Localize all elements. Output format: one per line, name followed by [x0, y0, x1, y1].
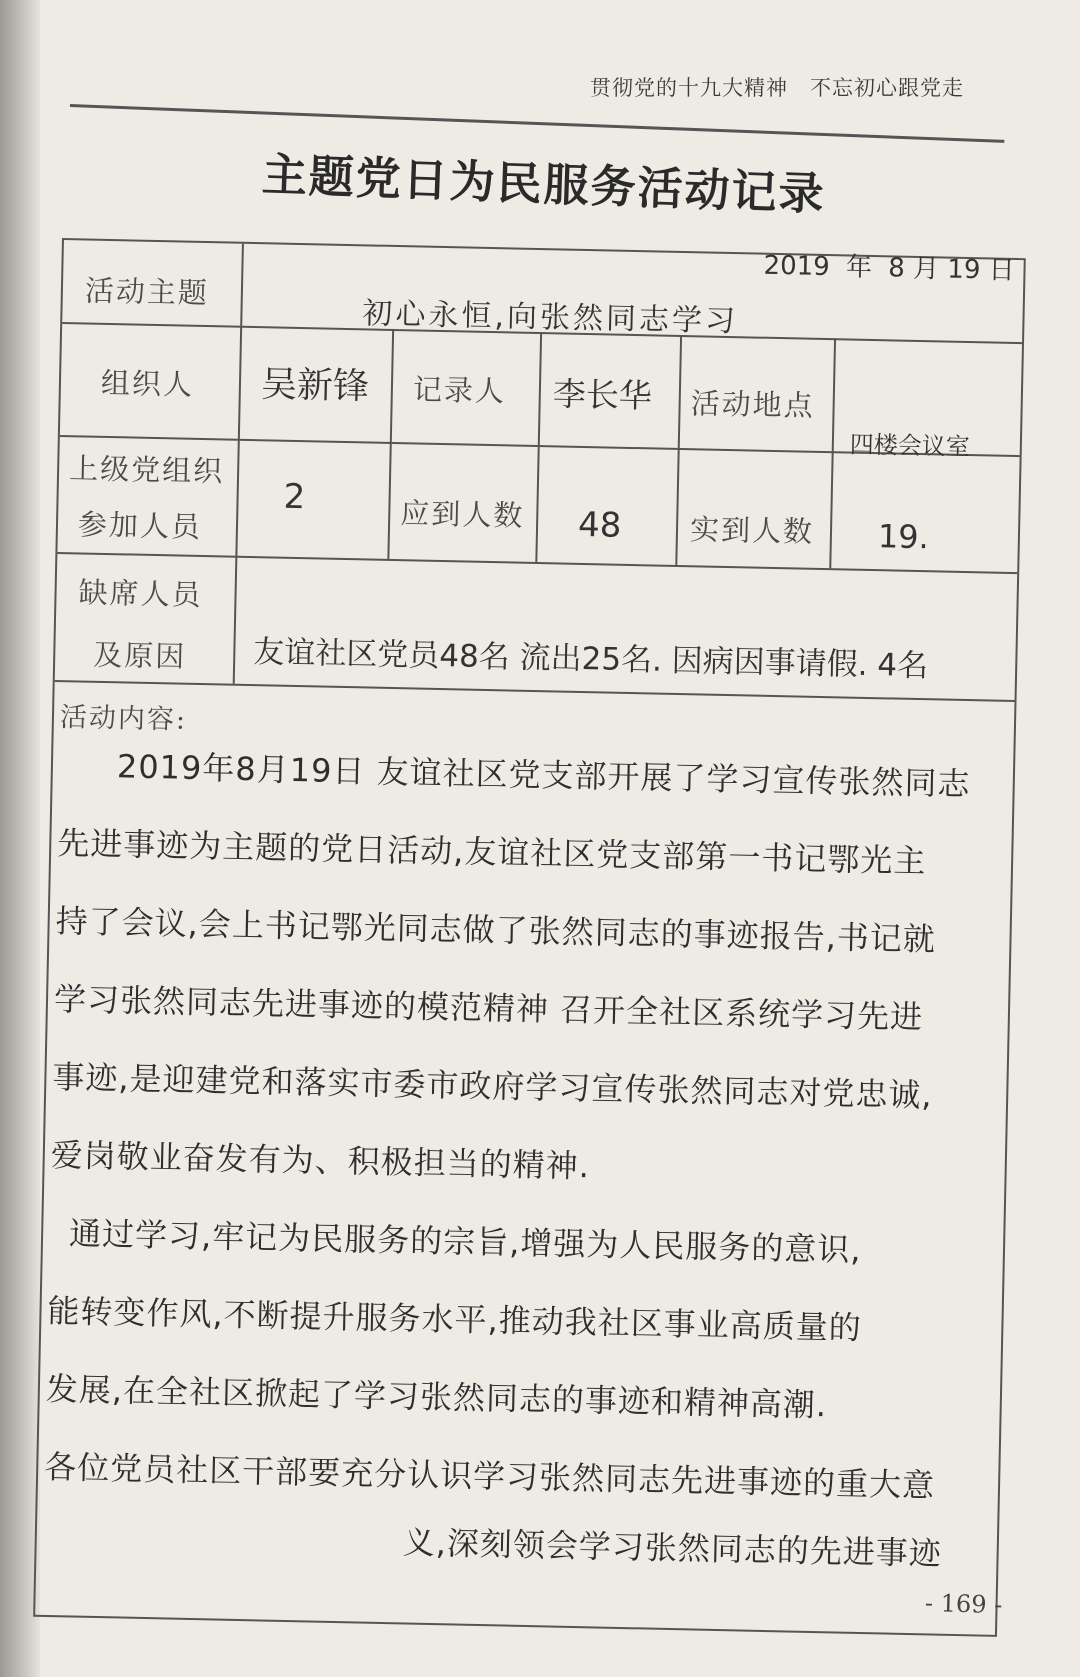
label-absent-line2: 及原因	[92, 637, 187, 674]
label-actual: 实到人数	[689, 512, 815, 549]
form-title: 主题党日为民服务活动记录	[260, 148, 827, 221]
label-location: 活动地点	[690, 386, 816, 423]
content-line: 事迹,是迎建党和落实市委市政府学习宣传张然同志对党忠诚,	[52, 1057, 933, 1115]
page-number: - 169 -	[924, 1588, 1003, 1620]
value-organizer: 吴新锋	[260, 364, 370, 408]
date-field	[763, 245, 1015, 287]
content-line: 爱岗敬业奋发有为、积极担当的精神.	[50, 1135, 591, 1186]
value-theme: 初心永恒,向张然同志学习	[362, 296, 739, 340]
content-line: 持了会议,会上书记鄂光同志做了张然同志的事迹报告,书记就	[55, 902, 937, 959]
date-day: 19	[947, 254, 981, 286]
content-line: 能转变作风,不断提升服务水平,推动我社区事业高质量的	[47, 1291, 863, 1347]
date-month: 8	[887, 253, 906, 284]
content-line: 通过学习,牢记为民服务的宗旨,增强为人民服务的意识,	[68, 1214, 862, 1269]
content-line: 义,深刻领会学习张然同志的先进事迹	[402, 1523, 943, 1573]
date-year-unit: 年	[845, 252, 873, 283]
label-superior-line1: 上级党组织	[68, 451, 225, 489]
value-location: 四楼会议室	[849, 430, 971, 462]
content-line: 学习张然同志先进事迹的模范精神 召开全社区系统学习先进	[53, 980, 924, 1037]
date-month-unit: 月	[912, 253, 940, 285]
label-column-divider	[233, 244, 244, 684]
content-line: 发展,在全社区掀起了学习张然同志的事迹和精神高潮.	[45, 1369, 828, 1425]
activity-record-form	[33, 238, 1026, 1637]
label-absent-line1: 缺席人员	[78, 575, 203, 613]
label-superior-line2: 参加人员	[77, 507, 203, 544]
label-organizer: 组织人	[100, 365, 195, 402]
date-day-unit: 日	[988, 255, 1016, 286]
label-expected: 应到人数	[399, 496, 525, 533]
value-superior: 2	[283, 476, 306, 518]
value-expected: 48	[577, 504, 622, 546]
label-content: 活动内容:	[59, 702, 188, 736]
running-header: 贯彻党的十九大精神 不忘初心跟党走	[590, 76, 964, 100]
content-line: 先进事迹为主题的党日活动,友谊社区党支部第一书记鄂光主	[56, 824, 927, 881]
value-actual: 19.	[877, 517, 930, 557]
value-absent: 友谊社区党员48名 流出25名. 因病因事请假. 4名	[252, 634, 929, 685]
content-line: 各位党员社区干部要充分认识学习张然同志先进事迹的重大意	[43, 1447, 936, 1505]
value-recorder: 李长华	[552, 374, 653, 416]
date-year: 2019	[763, 250, 831, 283]
book-spine-shadow	[0, 0, 40, 1677]
label-theme: 活动主题	[84, 273, 210, 311]
label-recorder: 记录人	[412, 372, 507, 409]
content-line: 2019年8月19日 友谊社区党支部开展了学习宣传张然同志	[116, 747, 971, 804]
